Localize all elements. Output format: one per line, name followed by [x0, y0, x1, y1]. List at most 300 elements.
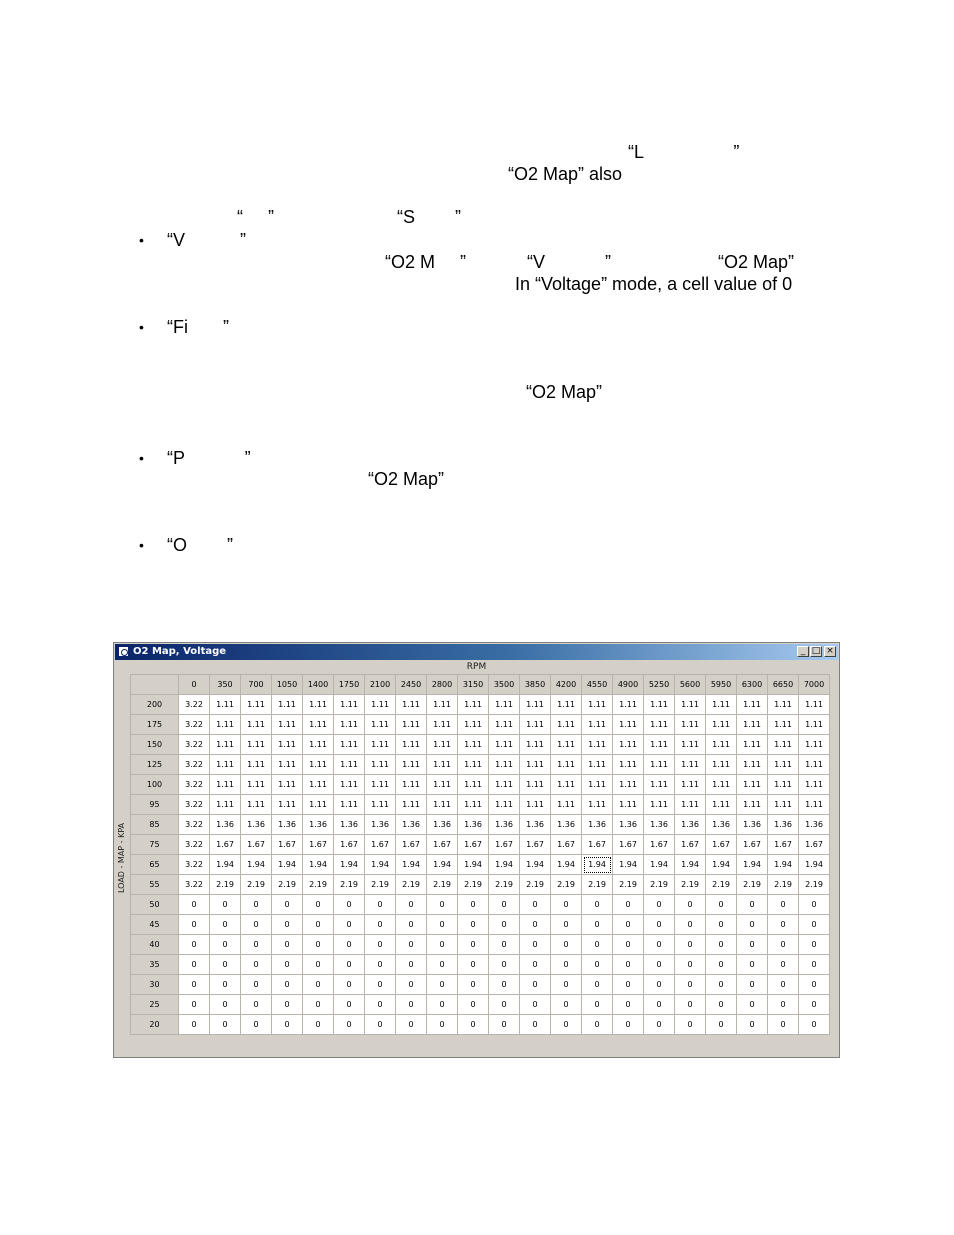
- column-header-rpm[interactable]: 2450: [396, 675, 427, 695]
- map-cell[interactable]: 1.11: [334, 735, 365, 755]
- map-cell[interactable]: 0: [365, 935, 396, 955]
- map-cell[interactable]: 2.19: [582, 875, 613, 895]
- map-cell[interactable]: 1.36: [768, 815, 799, 835]
- map-cell[interactable]: 0: [489, 975, 520, 995]
- map-cell[interactable]: 1.94: [489, 855, 520, 875]
- map-cell[interactable]: 0: [334, 955, 365, 975]
- map-cell[interactable]: 0: [768, 975, 799, 995]
- map-cell[interactable]: 0: [179, 955, 210, 975]
- map-cell[interactable]: 0: [768, 935, 799, 955]
- map-cell[interactable]: 1.11: [737, 735, 768, 755]
- row-header-load[interactable]: 35: [131, 955, 179, 975]
- map-cell[interactable]: 1.11: [396, 795, 427, 815]
- map-cell[interactable]: 1.11: [427, 695, 458, 715]
- map-cell[interactable]: 1.36: [210, 815, 241, 835]
- map-cell[interactable]: 0: [179, 975, 210, 995]
- map-cell[interactable]: 0: [179, 995, 210, 1015]
- map-cell[interactable]: 0: [334, 935, 365, 955]
- map-cell[interactable]: 1.11: [365, 735, 396, 755]
- map-cell[interactable]: 0: [334, 995, 365, 1015]
- map-cell[interactable]: 1.11: [458, 795, 489, 815]
- map-cell[interactable]: 1.11: [551, 715, 582, 735]
- row-header-load[interactable]: 55: [131, 875, 179, 895]
- map-cell[interactable]: 0: [706, 1015, 737, 1035]
- map-cell[interactable]: 3.22: [179, 735, 210, 755]
- map-cell[interactable]: 1.11: [706, 775, 737, 795]
- map-cell[interactable]: 0: [272, 915, 303, 935]
- map-cell[interactable]: 0: [799, 1015, 830, 1035]
- map-cell[interactable]: 0: [396, 955, 427, 975]
- map-cell[interactable]: 1.11: [644, 715, 675, 735]
- map-cell[interactable]: 1.11: [365, 795, 396, 815]
- map-cell[interactable]: 0: [272, 1015, 303, 1035]
- map-cell[interactable]: 1.94: [551, 855, 582, 875]
- map-cell[interactable]: 2.19: [303, 875, 334, 895]
- map-cell[interactable]: 1.67: [644, 835, 675, 855]
- map-cell[interactable]: 1.94: [365, 855, 396, 875]
- map-cell[interactable]: 1.11: [644, 775, 675, 795]
- map-cell[interactable]: 1.36: [241, 815, 272, 835]
- map-cell[interactable]: 0: [396, 995, 427, 1015]
- map-cell[interactable]: 1.11: [799, 695, 830, 715]
- map-cell[interactable]: 0: [706, 955, 737, 975]
- map-cell[interactable]: 0: [520, 935, 551, 955]
- map-cell[interactable]: 1.94: [644, 855, 675, 875]
- map-cell[interactable]: 0: [675, 1015, 706, 1035]
- map-cell[interactable]: 1.67: [396, 835, 427, 855]
- map-cell[interactable]: 1.11: [365, 755, 396, 775]
- map-cell[interactable]: 1.67: [427, 835, 458, 855]
- map-cell[interactable]: 1.67: [768, 835, 799, 855]
- map-cell[interactable]: 1.11: [303, 695, 334, 715]
- map-cell[interactable]: 1.11: [737, 755, 768, 775]
- map-cell[interactable]: 1.11: [675, 755, 706, 775]
- map-cell[interactable]: 0: [303, 1015, 334, 1035]
- map-cell[interactable]: 2.19: [210, 875, 241, 895]
- map-cell[interactable]: 1.67: [520, 835, 551, 855]
- map-cell[interactable]: 0: [272, 995, 303, 1015]
- column-header-rpm[interactable]: 0: [179, 675, 210, 695]
- map-cell[interactable]: 0: [582, 915, 613, 935]
- map-cell[interactable]: 1.11: [489, 735, 520, 755]
- map-cell[interactable]: 1.94: [458, 855, 489, 875]
- map-cell[interactable]: 0: [210, 955, 241, 975]
- map-cell[interactable]: 0: [644, 935, 675, 955]
- row-header-load[interactable]: 150: [131, 735, 179, 755]
- map-cell[interactable]: 1.11: [365, 695, 396, 715]
- close-button[interactable]: ×: [824, 646, 836, 657]
- map-cell[interactable]: 1.67: [241, 835, 272, 855]
- map-cell[interactable]: 1.11: [396, 735, 427, 755]
- map-cell[interactable]: 0: [737, 995, 768, 1015]
- map-cell[interactable]: 0: [396, 895, 427, 915]
- map-cell[interactable]: 1.11: [582, 775, 613, 795]
- map-cell[interactable]: 0: [644, 995, 675, 1015]
- column-header-rpm[interactable]: 4900: [613, 675, 644, 695]
- map-cell[interactable]: 2.19: [706, 875, 737, 895]
- map-cell[interactable]: 2.19: [551, 875, 582, 895]
- map-cell[interactable]: 0: [427, 995, 458, 1015]
- map-cell[interactable]: 0: [241, 1015, 272, 1035]
- map-cell[interactable]: 1.36: [334, 815, 365, 835]
- map-cell[interactable]: 0: [799, 955, 830, 975]
- map-cell[interactable]: 1.11: [427, 735, 458, 755]
- map-cell[interactable]: 0: [303, 995, 334, 1015]
- map-cell[interactable]: 1.11: [427, 775, 458, 795]
- map-cell[interactable]: 2.19: [427, 875, 458, 895]
- row-header-load[interactable]: 45: [131, 915, 179, 935]
- map-cell[interactable]: 1.11: [551, 775, 582, 795]
- map-cell[interactable]: 0: [241, 955, 272, 975]
- map-cell[interactable]: 0: [458, 935, 489, 955]
- map-cell[interactable]: 1.11: [241, 735, 272, 755]
- map-cell[interactable]: 2.19: [365, 875, 396, 895]
- map-cell[interactable]: 0: [706, 915, 737, 935]
- map-cell[interactable]: 0: [644, 975, 675, 995]
- map-cell[interactable]: 0: [210, 935, 241, 955]
- map-cell[interactable]: 1.11: [210, 795, 241, 815]
- map-cell[interactable]: 0: [365, 1015, 396, 1035]
- column-header-rpm[interactable]: 5600: [675, 675, 706, 695]
- map-cell[interactable]: 2.19: [644, 875, 675, 895]
- map-cell[interactable]: 1.11: [427, 795, 458, 815]
- map-cell[interactable]: 1.11: [458, 715, 489, 735]
- map-cell[interactable]: 0: [396, 1015, 427, 1035]
- row-header-load[interactable]: 20: [131, 1015, 179, 1035]
- row-header-load[interactable]: 125: [131, 755, 179, 775]
- map-cell[interactable]: 0: [613, 895, 644, 915]
- map-cell[interactable]: 0: [644, 895, 675, 915]
- map-cell[interactable]: 1.67: [613, 835, 644, 855]
- map-cell[interactable]: 2.19: [768, 875, 799, 895]
- map-cell[interactable]: 3.22: [179, 715, 210, 735]
- map-cell[interactable]: 0: [365, 915, 396, 935]
- map-cell[interactable]: 0: [489, 955, 520, 975]
- map-cell[interactable]: 1.67: [489, 835, 520, 855]
- map-cell[interactable]: 0: [582, 975, 613, 995]
- map-cell[interactable]: 0: [675, 895, 706, 915]
- map-cell[interactable]: 1.11: [737, 795, 768, 815]
- map-cell[interactable]: 1.94: [520, 855, 551, 875]
- map-cell[interactable]: 0: [551, 995, 582, 1015]
- map-cell[interactable]: 0: [706, 935, 737, 955]
- map-cell[interactable]: 0: [241, 935, 272, 955]
- map-cell[interactable]: 1.11: [396, 755, 427, 775]
- map-cell[interactable]: 0: [365, 895, 396, 915]
- map-cell[interactable]: 1.11: [706, 755, 737, 775]
- map-cell[interactable]: 0: [365, 975, 396, 995]
- map-cell[interactable]: 1.11: [799, 755, 830, 775]
- map-cell[interactable]: 0: [303, 935, 334, 955]
- map-cell[interactable]: 1.11: [272, 755, 303, 775]
- map-cell[interactable]: 1.11: [427, 755, 458, 775]
- map-cell[interactable]: 0: [210, 995, 241, 1015]
- map-cell[interactable]: 1.11: [675, 695, 706, 715]
- map-cell[interactable]: 0: [179, 1015, 210, 1035]
- map-cell[interactable]: 1.11: [458, 695, 489, 715]
- map-cell[interactable]: 1.11: [737, 695, 768, 715]
- map-cell[interactable]: 2.19: [334, 875, 365, 895]
- map-cell[interactable]: 1.11: [427, 715, 458, 735]
- map-cell[interactable]: 1.11: [303, 795, 334, 815]
- map-cell[interactable]: 1.94: [396, 855, 427, 875]
- map-cell[interactable]: 0: [644, 915, 675, 935]
- map-cell[interactable]: 0: [427, 955, 458, 975]
- map-cell[interactable]: 1.11: [768, 775, 799, 795]
- map-cell[interactable]: 1.36: [706, 815, 737, 835]
- map-cell[interactable]: 1.11: [303, 715, 334, 735]
- map-cell[interactable]: 0: [737, 975, 768, 995]
- map-cell[interactable]: 1.94: [241, 855, 272, 875]
- map-cell[interactable]: 0: [768, 955, 799, 975]
- map-cell[interactable]: 0: [458, 915, 489, 935]
- map-cell[interactable]: 1.11: [241, 715, 272, 735]
- map-cell[interactable]: 0: [675, 955, 706, 975]
- map-cell[interactable]: 0: [427, 975, 458, 995]
- map-cell[interactable]: 0: [241, 975, 272, 995]
- map-cell[interactable]: 3.22: [179, 755, 210, 775]
- map-cell[interactable]: 1.11: [334, 715, 365, 735]
- map-cell[interactable]: 0: [644, 1015, 675, 1035]
- map-cell[interactable]: 0: [737, 895, 768, 915]
- map-cell[interactable]: 0: [520, 915, 551, 935]
- map-cell[interactable]: 1.11: [706, 695, 737, 715]
- map-cell[interactable]: 0: [396, 935, 427, 955]
- map-cell[interactable]: 1.11: [799, 735, 830, 755]
- map-cell[interactable]: 1.36: [272, 815, 303, 835]
- map-cell[interactable]: 1.11: [644, 755, 675, 775]
- map-cell[interactable]: 0: [551, 1015, 582, 1035]
- map-cell[interactable]: 1.11: [520, 695, 551, 715]
- map-cell[interactable]: 1.11: [644, 735, 675, 755]
- map-cell[interactable]: 0: [396, 915, 427, 935]
- map-cell[interactable]: 0: [737, 1015, 768, 1035]
- map-cell[interactable]: 1.67: [334, 835, 365, 855]
- map-cell[interactable]: 0: [613, 995, 644, 1015]
- map-cell[interactable]: 0: [675, 995, 706, 1015]
- map-cell[interactable]: 1.94: [427, 855, 458, 875]
- map-cell[interactable]: 2.19: [489, 875, 520, 895]
- map-cell[interactable]: 0: [520, 995, 551, 1015]
- map-cell[interactable]: 1.36: [427, 815, 458, 835]
- map-cell[interactable]: 1.67: [706, 835, 737, 855]
- map-cell[interactable]: 1.36: [737, 815, 768, 835]
- map-cell[interactable]: 2.19: [613, 875, 644, 895]
- map-cell[interactable]: 1.11: [210, 735, 241, 755]
- map-cell[interactable]: 1.11: [489, 715, 520, 735]
- map-cell[interactable]: 1.11: [675, 735, 706, 755]
- map-cell[interactable]: 1.11: [241, 755, 272, 775]
- map-cell[interactable]: 1.11: [520, 755, 551, 775]
- map-cell[interactable]: 0: [520, 895, 551, 915]
- map-cell[interactable]: 1.11: [458, 755, 489, 775]
- map-cell[interactable]: 0: [582, 935, 613, 955]
- map-cell[interactable]: 0: [458, 895, 489, 915]
- map-cell[interactable]: 3.22: [179, 775, 210, 795]
- map-cell[interactable]: 1.94: [737, 855, 768, 875]
- map-cell[interactable]: 0: [210, 1015, 241, 1035]
- map-cell[interactable]: 1.67: [303, 835, 334, 855]
- map-cell[interactable]: 1.11: [613, 735, 644, 755]
- map-cell[interactable]: 0: [210, 895, 241, 915]
- map-cell[interactable]: 1.11: [520, 795, 551, 815]
- map-cell[interactable]: 3.22: [179, 855, 210, 875]
- map-cell[interactable]: 0: [644, 955, 675, 975]
- map-cell[interactable]: 1.11: [272, 775, 303, 795]
- map-cell[interactable]: 0: [365, 995, 396, 1015]
- map-cell[interactable]: 1.11: [551, 755, 582, 775]
- map-cell[interactable]: 1.67: [365, 835, 396, 855]
- map-cell[interactable]: 1.11: [799, 715, 830, 735]
- map-cell[interactable]: 1.94: [706, 855, 737, 875]
- map-cell[interactable]: 1.94: [613, 855, 644, 875]
- map-cell[interactable]: 1.11: [334, 755, 365, 775]
- row-header-load[interactable]: 65: [131, 855, 179, 875]
- column-header-rpm[interactable]: 6300: [737, 675, 768, 695]
- map-cell[interactable]: 3.22: [179, 795, 210, 815]
- column-header-rpm[interactable]: 2100: [365, 675, 396, 695]
- map-cell[interactable]: 1.94: [675, 855, 706, 875]
- map-cell[interactable]: 1.11: [613, 715, 644, 735]
- map-cell[interactable]: 0: [272, 955, 303, 975]
- map-cell[interactable]: 1.36: [303, 815, 334, 835]
- map-cell[interactable]: 1.11: [334, 775, 365, 795]
- row-header-load[interactable]: 175: [131, 715, 179, 735]
- row-header-load[interactable]: 200: [131, 695, 179, 715]
- map-cell[interactable]: 1.11: [334, 795, 365, 815]
- map-cell[interactable]: 1.36: [551, 815, 582, 835]
- column-header-rpm[interactable]: 1750: [334, 675, 365, 695]
- map-cell[interactable]: 1.11: [272, 795, 303, 815]
- map-cell[interactable]: 0: [334, 975, 365, 995]
- map-cell[interactable]: 2.19: [241, 875, 272, 895]
- column-header-rpm[interactable]: 6650: [768, 675, 799, 695]
- map-cell[interactable]: 0: [241, 895, 272, 915]
- map-cell[interactable]: 0: [458, 955, 489, 975]
- map-cell[interactable]: 0: [303, 975, 334, 995]
- map-cell[interactable]: 2.19: [799, 875, 830, 895]
- map-cell[interactable]: 0: [706, 995, 737, 1015]
- map-cell[interactable]: 1.11: [675, 715, 706, 735]
- map-cell[interactable]: 1.11: [582, 795, 613, 815]
- map-cell[interactable]: 0: [551, 935, 582, 955]
- map-cell[interactable]: 0: [799, 895, 830, 915]
- map-cell[interactable]: 1.36: [644, 815, 675, 835]
- map-cell[interactable]: 3.22: [179, 875, 210, 895]
- row-header-load[interactable]: 95: [131, 795, 179, 815]
- map-cell[interactable]: 0: [551, 975, 582, 995]
- map-cell[interactable]: 0: [613, 955, 644, 975]
- map-cell[interactable]: 1.11: [272, 695, 303, 715]
- map-cell[interactable]: 0: [551, 955, 582, 975]
- map-cell[interactable]: 0: [768, 1015, 799, 1035]
- map-cell[interactable]: 2.19: [675, 875, 706, 895]
- map-cell[interactable]: 3.22: [179, 835, 210, 855]
- column-header-rpm[interactable]: 2800: [427, 675, 458, 695]
- map-cell[interactable]: 0: [582, 955, 613, 975]
- map-cell[interactable]: 0: [489, 895, 520, 915]
- map-cell[interactable]: 0: [210, 915, 241, 935]
- map-cell[interactable]: 1.11: [675, 775, 706, 795]
- map-cell[interactable]: 0: [334, 895, 365, 915]
- column-header-rpm[interactable]: 5250: [644, 675, 675, 695]
- map-cell[interactable]: 0: [427, 1015, 458, 1035]
- window-titlebar[interactable]: [115, 644, 838, 660]
- map-cell[interactable]: 1.11: [489, 775, 520, 795]
- map-cell[interactable]: 0: [675, 975, 706, 995]
- map-cell[interactable]: 2.19: [737, 875, 768, 895]
- map-cell[interactable]: 0: [799, 915, 830, 935]
- map-cell[interactable]: 0: [427, 915, 458, 935]
- map-cell[interactable]: 1.11: [210, 695, 241, 715]
- map-cell[interactable]: 1.11: [582, 695, 613, 715]
- map-cell[interactable]: 2.19: [396, 875, 427, 895]
- map-cell[interactable]: 1.11: [272, 735, 303, 755]
- map-cell[interactable]: 1.94: [210, 855, 241, 875]
- map-cell[interactable]: 0: [768, 895, 799, 915]
- map-cell[interactable]: 0: [799, 995, 830, 1015]
- row-header-load[interactable]: 75: [131, 835, 179, 855]
- map-cell[interactable]: 1.11: [768, 715, 799, 735]
- map-cell[interactable]: 0: [551, 915, 582, 935]
- map-cell[interactable]: 1.11: [520, 735, 551, 755]
- map-cell[interactable]: 0: [179, 935, 210, 955]
- map-cell[interactable]: 1.11: [396, 775, 427, 795]
- map-cell[interactable]: 0: [272, 895, 303, 915]
- column-header-rpm[interactable]: 4550: [582, 675, 613, 695]
- map-cell[interactable]: 1.11: [520, 715, 551, 735]
- map-cell[interactable]: 1.36: [520, 815, 551, 835]
- map-cell[interactable]: 0: [737, 955, 768, 975]
- map-cell[interactable]: 1.11: [551, 735, 582, 755]
- map-cell[interactable]: 0: [799, 975, 830, 995]
- map-cell[interactable]: 1.11: [210, 775, 241, 795]
- map-cell[interactable]: 0: [210, 975, 241, 995]
- map-cell[interactable]: 1.11: [303, 775, 334, 795]
- map-cell[interactable]: 3.22: [179, 815, 210, 835]
- map-cell[interactable]: 0: [582, 995, 613, 1015]
- map-cell[interactable]: 1.11: [303, 755, 334, 775]
- map-cell[interactable]: 1.11: [799, 775, 830, 795]
- map-cell[interactable]: 1.11: [768, 735, 799, 755]
- map-cell[interactable]: 1.11: [613, 755, 644, 775]
- column-header-rpm[interactable]: 350: [210, 675, 241, 695]
- map-cell[interactable]: 2.19: [458, 875, 489, 895]
- map-cell[interactable]: 1.67: [582, 835, 613, 855]
- map-cell[interactable]: 1.11: [706, 735, 737, 755]
- map-cell[interactable]: 1.11: [210, 715, 241, 735]
- map-cell[interactable]: 0: [303, 915, 334, 935]
- map-cell[interactable]: 1.11: [644, 795, 675, 815]
- maximize-button[interactable]: □: [811, 646, 821, 656]
- map-cell[interactable]: 1.11: [489, 695, 520, 715]
- map-cell[interactable]: 1.11: [365, 775, 396, 795]
- map-cell[interactable]: 1.11: [706, 715, 737, 735]
- map-cell[interactable]: 0: [489, 935, 520, 955]
- map-cell[interactable]: 0: [334, 915, 365, 935]
- map-cell[interactable]: 1.36: [396, 815, 427, 835]
- column-header-rpm[interactable]: 1400: [303, 675, 334, 695]
- row-header-load[interactable]: 100: [131, 775, 179, 795]
- map-cell[interactable]: 1.11: [520, 775, 551, 795]
- map-cell[interactable]: 1.11: [582, 735, 613, 755]
- map-cell[interactable]: 0: [706, 975, 737, 995]
- map-cell[interactable]: 1.11: [458, 735, 489, 755]
- map-cell[interactable]: 0: [241, 915, 272, 935]
- column-header-rpm[interactable]: 3500: [489, 675, 520, 695]
- map-cell[interactable]: 1.36: [365, 815, 396, 835]
- map-cell[interactable]: 1.11: [210, 755, 241, 775]
